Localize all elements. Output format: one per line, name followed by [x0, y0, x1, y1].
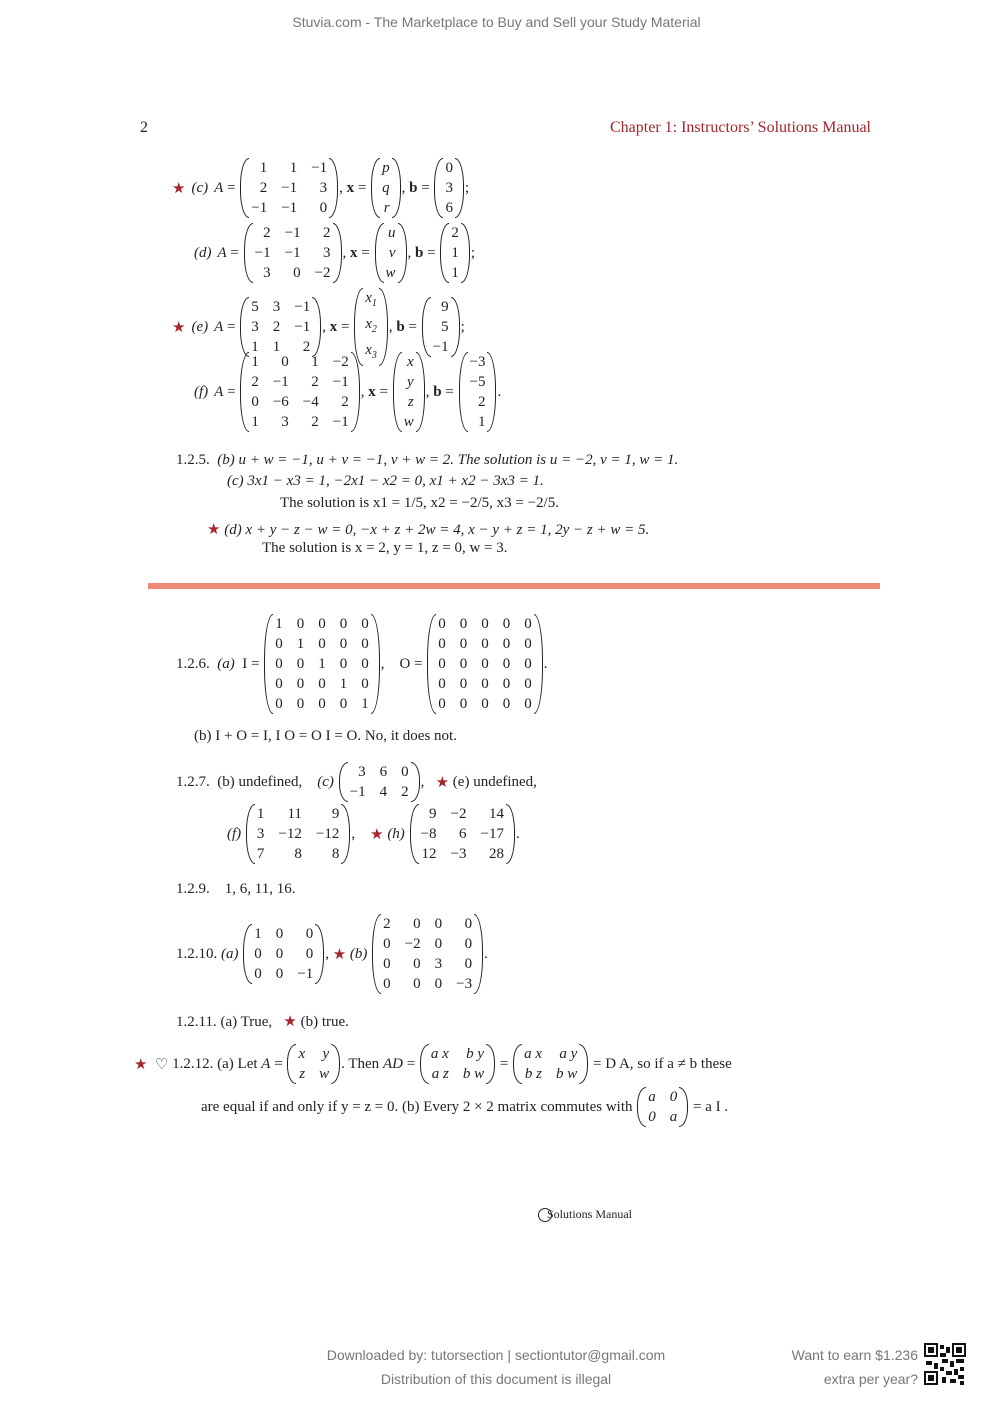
left-paren	[244, 223, 253, 283]
earn-line-1[interactable]: Want to earn $1.236	[791, 1347, 918, 1363]
ex125-c2: The solution is x1 = 1/5, x2 = −2/5, x3 = −2/5.	[280, 495, 559, 511]
identity-matrix	[264, 614, 380, 714]
matrix-cell: 1	[251, 339, 259, 355]
left-paren	[637, 1087, 646, 1127]
matrix-cell: 0	[296, 676, 305, 692]
matrix-a	[243, 924, 324, 984]
matrix-cell: 0	[434, 936, 443, 952]
matrix-cell: a	[669, 1109, 678, 1125]
right-paren	[333, 223, 342, 283]
matrix-A	[240, 158, 338, 218]
vector-x	[371, 158, 401, 218]
matrix-cell: 0	[464, 936, 473, 952]
left-paren	[440, 223, 449, 283]
matrix-cell: 0	[275, 696, 283, 712]
ex127-line1: 1.2.7. (b) undefined, (c) 3 6 0 −1 4 2 , ★ (e) undefined,	[176, 764, 537, 800]
matrix-AD	[420, 1044, 495, 1084]
left-paren	[287, 1044, 296, 1084]
matrix-cell: 2	[263, 225, 271, 241]
matrix-cell: −4	[302, 394, 319, 410]
right-paren	[331, 1044, 340, 1084]
ex127-line2: (f) 1 11 9 3 −12 −12 7 8 8 , ★ (h) 9 −2 14 −8 6 −17 12 −3 28 .	[227, 806, 520, 862]
matrix-cell: 0	[464, 916, 473, 932]
right-paren	[506, 804, 515, 864]
left-paren	[422, 297, 431, 357]
matrix-cell: −3	[450, 846, 467, 862]
star-icon: ★	[207, 522, 221, 538]
page-number: 2	[140, 119, 148, 136]
vector-b	[434, 158, 464, 218]
matrix-cell: 3	[358, 764, 366, 780]
matrix-cell: 1	[289, 160, 298, 176]
ex126-b: (b) I + O = I, I O = O I = O. No, it does not.	[194, 728, 457, 744]
matrix-cell: 0	[459, 656, 468, 672]
matrix-cell: 2	[477, 394, 486, 410]
ex129: 1.2.9. 1, 6, 11, 16.	[176, 881, 296, 897]
matrix-cell: 0	[361, 676, 369, 692]
matrix-cell: 3	[263, 265, 271, 281]
matrix-cell: −2	[404, 936, 421, 952]
matrix-cell: 1	[451, 245, 459, 261]
matrix-cell: 2	[383, 916, 391, 932]
matrix-cell: 1	[256, 806, 265, 822]
earn-line-2[interactable]: extra per year?	[823, 1371, 918, 1387]
matrix-cell: 0	[481, 676, 489, 692]
matrix-cell: 6	[459, 826, 467, 842]
matrix-cell: 2	[451, 225, 459, 241]
matrix-cell: 0	[481, 636, 489, 652]
right-paren	[534, 614, 543, 714]
star-icon: ★	[332, 946, 347, 963]
matrix-cell: 1	[296, 636, 305, 652]
matrix-cell: 0	[251, 394, 259, 410]
matrix-cell: 5	[441, 319, 449, 335]
matrix-cell: −12	[278, 826, 302, 842]
matrix-cell: 2	[302, 339, 311, 355]
matrix-cell: 4	[379, 784, 388, 800]
star-icon: ★	[370, 826, 384, 843]
matrix-A	[287, 1044, 340, 1084]
ex125-d1: ★ (d) x + y − z − w = 0, −x + z + 2w = 4, x − y + z = 1, 2y − z + w = 5.	[207, 522, 650, 538]
matrix-cell: 0	[438, 676, 446, 692]
matrix-cell: 0	[481, 616, 489, 632]
matrix-cell: −1	[284, 245, 301, 261]
matrix-cell: 0	[445, 160, 453, 176]
right-paren	[312, 297, 321, 357]
matrix-cell: $x_3$	[365, 342, 377, 361]
left-paren	[240, 297, 249, 357]
left-paren	[420, 1044, 429, 1084]
matrix-cell: 0	[502, 696, 511, 712]
left-paren	[427, 614, 436, 714]
left-paren	[264, 614, 273, 714]
matrix-cell: a y	[559, 1046, 578, 1062]
matrix-cell: 8	[331, 846, 340, 862]
matrix-cell: 2	[341, 394, 349, 410]
left-paren	[513, 1044, 522, 1084]
matrix-cell: u	[388, 225, 396, 241]
right-paren	[486, 1044, 495, 1084]
matrix-cell: y	[322, 1046, 330, 1062]
matrix-cell: 0	[305, 926, 314, 942]
matrix-cell: 0	[502, 676, 511, 692]
matrix-cell: 1	[251, 354, 259, 370]
matrix-cell: 0	[413, 976, 421, 992]
matrix-cell: 1	[251, 414, 259, 430]
ex1212-line2: are equal if and only if y = z = 0. (b) Every 2 × 2 matrix commutes with a 0 0 a = a I .	[201, 1089, 729, 1125]
matrix-cell: b z	[524, 1066, 542, 1082]
matrix-cell: 0	[669, 1089, 678, 1105]
matrix-cell: $x_1$	[365, 290, 377, 309]
right-paren	[474, 914, 483, 994]
matrix-cell: 0	[481, 656, 489, 672]
matrix-cell: 0	[524, 636, 532, 652]
matrix-cell: 0	[413, 916, 421, 932]
right-paren	[329, 158, 338, 218]
matrix-A	[244, 223, 342, 283]
matrix-cell: 2	[251, 374, 259, 390]
matrix-cell: 0	[434, 976, 443, 992]
section-divider	[148, 583, 880, 589]
matrix-cell: 0	[339, 636, 348, 652]
matrix-cell: 3	[272, 299, 281, 315]
matrix-cell: −2	[450, 806, 467, 822]
qr-code-icon[interactable]	[924, 1343, 966, 1385]
ex126-a: 1.2.6. (a) I = 1 0 0 0 0 0 1 0 0 0 0 0 1 0 0 0 0 0 1 0 0 0 0 0 1 , O = 0 0 0 0 0 0 0 0 0 0 0 0 0 0 0 0 0 0 0 0 0 0 0 0 0 .	[176, 616, 548, 712]
matrix-cell: q	[382, 180, 390, 196]
ex1210: 1.2.10. (a) 1 0 0 0 0 0 0 0 −1 , ★ (b) 2 0 0 0 0 −2 0 0 0 0 3 0 0 0 0 −3 .	[176, 916, 488, 992]
matrix-cell: z	[299, 1066, 306, 1082]
ex124-e: ★ (e) A = 5 3 −1 3 2 −1 1 1 2 , x = $x_1$ $x_2$ $x_3$ , b = 9 5 −1 ;	[172, 288, 465, 366]
matrix-cell: −1	[294, 299, 311, 315]
matrix-cell: 1	[451, 265, 459, 281]
matrix-cell: 2	[259, 180, 268, 196]
star-icon: ★	[283, 1014, 297, 1030]
matrix-cell: v	[388, 245, 396, 261]
star-icon: ★	[172, 180, 186, 197]
watermark: Solutions Manual	[538, 1207, 632, 1222]
matrix-cell: 0	[459, 676, 468, 692]
matrix-cell: p	[382, 160, 390, 176]
left-paren	[243, 924, 252, 984]
matrix-cell: 3	[319, 180, 328, 196]
matrix-cell: 0	[296, 616, 305, 632]
matrix-cell: 1	[361, 696, 369, 712]
matrix-cell: 1	[275, 616, 283, 632]
right-paren	[679, 1087, 688, 1127]
matrix-cell: −6	[272, 394, 289, 410]
matrix-cell: 3	[281, 414, 289, 430]
matrix-cell: −1	[349, 784, 366, 800]
matrix-cell: y	[407, 374, 414, 390]
matrix-cell: −5	[469, 374, 486, 390]
matrix-cell: 0	[339, 616, 348, 632]
matrix-cell: x	[407, 354, 414, 370]
left-paren	[246, 804, 255, 864]
matrix-cell: 0	[275, 966, 284, 982]
matrix-cell: 0	[401, 764, 409, 780]
matrix-cell: 0	[254, 946, 262, 962]
matrix-cell: 0	[459, 636, 468, 652]
matrix-cell: −1	[311, 160, 328, 176]
right-paren	[315, 924, 324, 984]
matrix-b	[372, 914, 483, 994]
matrix-cell: −1	[332, 414, 349, 430]
right-paren	[461, 223, 470, 283]
matrix-cell: r	[383, 200, 390, 216]
right-paren	[371, 614, 380, 714]
matrix-cell: −12	[315, 826, 340, 842]
matrix-cell: 0	[254, 966, 262, 982]
right-paren	[341, 804, 350, 864]
matrix-cell: 6	[379, 764, 388, 780]
matrix-cell: 0	[464, 956, 473, 972]
footer-downloaded: Downloaded by: tutorsection | sectiontutor@gmail.com	[326, 1347, 666, 1363]
vector-b	[422, 297, 460, 357]
matrix-cell: 0	[318, 696, 326, 712]
zero-matrix	[427, 614, 543, 714]
matrix-cell: −1	[284, 225, 301, 241]
matrix-cell: 0	[318, 676, 326, 692]
matrix-cell: a	[648, 1089, 656, 1105]
chapter-title: Chapter 1: Instructors’ Solutions Manual	[610, 119, 871, 136]
ex125-c1: (c) 3x1 − x3 = 1, −2x1 − x2 = 0, x1 + x2 − 3x3 = 1.	[227, 473, 544, 489]
matrix-cell: 0	[275, 636, 283, 652]
left-paren	[372, 914, 381, 994]
matrix-cell: 12	[421, 846, 437, 862]
matrix-cell: 0	[413, 956, 421, 972]
matrix-cell: 0	[296, 696, 305, 712]
left-paren	[410, 804, 419, 864]
matrix-cell: 0	[383, 976, 391, 992]
matrix-cell: w	[319, 1066, 330, 1082]
matrix-cell: 3	[251, 319, 259, 335]
ex125-b: 1.2.5. (b) u + w = −1, u + v = −1, v + w = 2. The solution is u = −2, v = 1, w = 1.	[176, 452, 679, 468]
matrix-cell: 2	[323, 225, 331, 241]
matrix-cell: 0	[318, 616, 326, 632]
matrix-cell: 0	[361, 616, 369, 632]
matrix-cell: −1	[281, 200, 298, 216]
matrix-cell: 0	[438, 616, 446, 632]
matrix-cell: 14	[488, 806, 504, 822]
matrix-cell: −1	[432, 339, 449, 355]
matrix-cell: 0	[339, 656, 348, 672]
matrix-cell: 0	[502, 656, 511, 672]
matrix-cell: 0	[524, 616, 532, 632]
matrix-cell: w	[385, 265, 396, 281]
heart-icon: ♡	[154, 1056, 169, 1073]
matrix-cell: 0	[438, 656, 446, 672]
matrix-cell: 0	[524, 676, 532, 692]
matrix-cell: 0	[502, 636, 511, 652]
matrix-cell: −1	[251, 200, 268, 216]
left-paren	[393, 352, 402, 432]
left-paren	[459, 352, 468, 432]
matrix-cell: 1	[477, 414, 486, 430]
matrix-cell: w	[403, 414, 414, 430]
matrix-cell: 0	[438, 696, 446, 712]
matrix-cell: b w	[462, 1066, 485, 1082]
matrix-cell: $x_2$	[365, 316, 377, 335]
left-paren	[339, 762, 348, 802]
matrix-cell: 6	[445, 200, 453, 216]
right-paren	[579, 1044, 588, 1084]
matrix-cell: 0	[524, 696, 532, 712]
matrix-cell: 3	[434, 956, 443, 972]
matrix-cell: 8	[294, 846, 302, 862]
matrix-cell: x	[298, 1046, 306, 1062]
matrix-cell: 0	[281, 354, 289, 370]
matrix-cell: z	[407, 394, 414, 410]
matrix-cell: 3	[323, 245, 331, 261]
matrix-cell: −1	[297, 966, 314, 982]
matrix-cell: 2	[311, 374, 319, 390]
matrix-cell: 0	[293, 265, 301, 281]
matrix-cell: 0	[383, 956, 391, 972]
matrix-cell: 0	[275, 676, 283, 692]
matrix-cell: 7	[256, 846, 265, 862]
matrix-cell: 0	[524, 656, 532, 672]
matrix-cell: a x	[430, 1046, 449, 1062]
ex124-d: (d) A = 2 −1 2 −1 −1 3 3 0 −2 , x = u v w , b = 2 1 1 ;	[194, 225, 476, 281]
matrix-cell: 0	[296, 656, 305, 672]
matrix-cell: 0	[275, 946, 284, 962]
matrix-cell: −1	[294, 319, 311, 335]
matrix-cell: 9	[429, 806, 437, 822]
star-icon: ★	[435, 774, 450, 791]
site-header: Stuvia.com - The Marketplace to Buy and Sell your Study Material	[292, 14, 701, 30]
matrix-cell: −1	[332, 374, 349, 390]
matrix-aI	[637, 1087, 688, 1127]
ex1212-line1: ★ ♡ 1.2.12. (a) Let A = x y z w . Then AD = a x b y a z b w = a x a y b z b w = D A, so if a ≠ b these	[134, 1046, 732, 1082]
matrix-cell: 1	[318, 656, 326, 672]
matrix-cell: 0	[648, 1109, 656, 1125]
matrix-cell: 0	[481, 696, 489, 712]
star-icon: ★	[172, 319, 186, 336]
right-paren	[351, 352, 360, 432]
matrix-cell: a x	[524, 1046, 542, 1062]
right-paren	[416, 352, 425, 432]
matrix-cell: a z	[431, 1066, 449, 1082]
matrix-cell: 1	[339, 676, 348, 692]
matrix-A	[240, 297, 321, 357]
right-paren	[455, 158, 464, 218]
matrix-cell: 0	[275, 926, 284, 942]
left-paren	[371, 158, 380, 218]
matrix-cell: 0	[434, 916, 443, 932]
matrix-A	[240, 352, 359, 432]
matrix-cell: 0	[339, 696, 348, 712]
matrix-cell: b y	[466, 1046, 485, 1062]
matrix-cell: 2	[401, 784, 409, 800]
ex125-d2: The solution is x = 2, y = 1, z = 0, w = 3.	[262, 540, 508, 556]
matrix-cell: 11	[287, 806, 302, 822]
matrix-cell: 0	[318, 636, 326, 652]
matrix-f	[246, 804, 350, 864]
matrix-cell: −2	[314, 265, 331, 281]
star-icon: ★	[134, 1056, 148, 1073]
right-paren	[411, 762, 420, 802]
matrix-cell: −2	[332, 354, 349, 370]
vector-b	[459, 352, 497, 432]
matrix-DA	[513, 1044, 588, 1084]
matrix-cell: 0	[459, 696, 468, 712]
left-paren	[375, 223, 384, 283]
matrix-cell: 1	[272, 339, 281, 355]
matrix-cell: 1	[259, 160, 268, 176]
matrix-cell: 3	[256, 826, 265, 842]
matrix-cell: −1	[281, 180, 298, 196]
matrix-cell: 9	[441, 299, 449, 315]
left-paren	[240, 352, 249, 432]
matrix-cell: 0	[319, 200, 328, 216]
ex124-f: (f) A = 1 0 1 −2 2 −1 2 −1 0 −6 −4 2 1 3 2 −1 , x = x y z w , b = −3 −5 2 1 .	[194, 354, 502, 430]
matrix-cell: 0	[383, 936, 391, 952]
matrix-cell: −1	[254, 245, 271, 261]
matrix-cell: 0	[361, 656, 369, 672]
matrix-cell: −1	[272, 374, 289, 390]
ex1211: 1.2.11. (a) True, ★ (b) true.	[176, 1014, 349, 1030]
matrix-cell: 0	[459, 616, 468, 632]
ex124-c: ★ (c) A = 1 1 −1 2 −1 3 −1 −1 0 , x = p q r , b = 0 3 6 ;	[172, 160, 470, 216]
matrix-cell: −17	[480, 826, 504, 842]
vector-b	[440, 223, 470, 283]
footer-distribution: Distribution of this document is illegal	[380, 1371, 612, 1387]
right-paren	[487, 352, 496, 432]
matrix-cell: 2	[311, 414, 319, 430]
matrix-cell: 2	[272, 319, 281, 335]
matrix-cell: −3	[469, 354, 486, 370]
right-paren	[392, 158, 401, 218]
matrix-cell: 5	[251, 299, 259, 315]
matrix-cell: b w	[555, 1066, 578, 1082]
matrix-cell: 28	[488, 846, 504, 862]
vector-x	[393, 352, 425, 432]
matrix-h	[410, 804, 515, 864]
left-paren	[240, 158, 249, 218]
matrix-cell: 0	[361, 636, 369, 652]
matrix-cell: 3	[445, 180, 453, 196]
right-paren	[398, 223, 407, 283]
matrix-cell: 0	[305, 946, 314, 962]
right-paren	[451, 297, 460, 357]
matrix-cell: 0	[438, 636, 446, 652]
matrix-c	[339, 762, 420, 802]
vector-x	[375, 223, 407, 283]
matrix-cell: 0	[275, 656, 283, 672]
left-paren	[434, 158, 443, 218]
matrix-cell: −8	[420, 826, 437, 842]
matrix-cell: −3	[456, 976, 473, 992]
matrix-cell: 0	[502, 616, 511, 632]
matrix-cell: 9	[331, 806, 340, 822]
matrix-cell: 1	[254, 926, 262, 942]
matrix-cell: 1	[311, 354, 319, 370]
